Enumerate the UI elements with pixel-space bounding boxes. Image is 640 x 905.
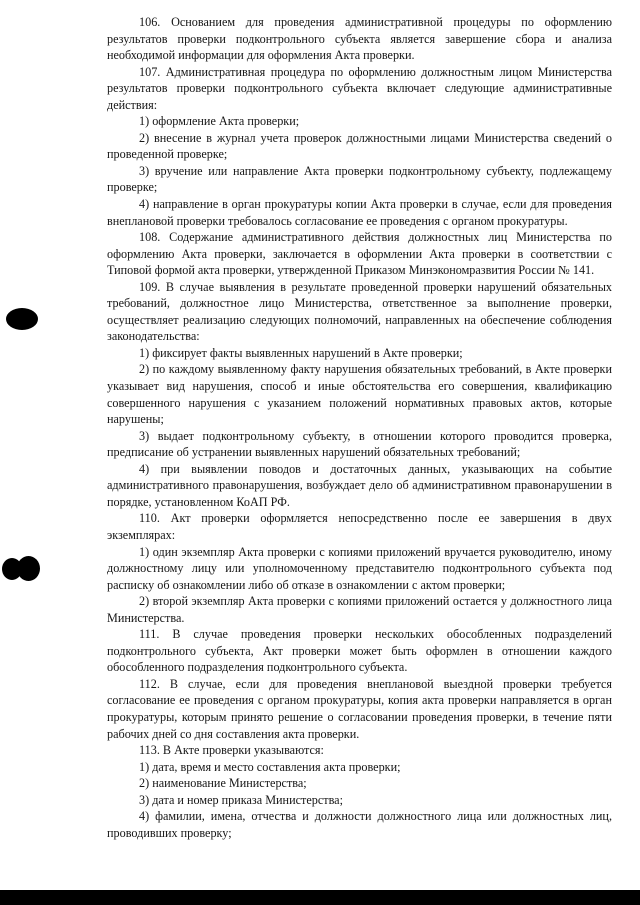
paragraph-108: 108. Содержание административного действия должностных лиц Министерства по оформлению Акта проверки, заключается в оформлении Акта проверки в соответствии с Типовой формой акта проверки, утвержденной Приказом Минэкономразвития России № 141. [107,230,612,278]
punch-hole-mark [17,556,40,581]
paragraph-109-item-2: 2) по каждому выявленному факту нарушения обязательных требований, в Акте проверки указывает вид нарушения, способ и иные обстоятельства его совершения, квалификацию совершенного нарушения с указанием положений нормативных правовых актов, которые нарушены; [107,362,612,427]
paragraph-107-item-4: 4) направление в орган прокуратуры копии Акта проверки в случае, если для проведения внеплановой проверки требовалось согласование ее проведения с органом прокуратуры. [107,197,612,228]
paragraph-113-item-2: 2) наименование Министерства; [139,776,307,791]
paragraph-107: 107. Административная процедура по оформлению должностным лицом Министерства результатов проверки подконтрольного субъекта включает следующие административные действия: [107,64,612,112]
paragraph-107-item-1: 1) оформление Акта проверки; [139,114,300,129]
scan-bottom-edge [0,890,640,905]
paragraph-111: 111. В случае проведения проверки нескольких обособленных подразделений подконтрольного субъекта, Акт проверки может быть оформлен в отношении каждого обособленного подразделения подконтрольного субъекта. [107,627,612,675]
paragraph-109-item-3: 3) выдает подконтрольному субъекту, в отношении которого проводится проверка, предписание об устранении выявленных нарушений обязательных требований; [107,428,612,460]
punch-hole-mark [6,308,38,330]
paragraph-107-item-3: 3) вручение или направление Акта проверки подконтрольному субъекту, подлежащему проверке; [107,163,612,195]
paragraph-113-item-4: 4) фамилии, имена, отчества и должности должностного лица или должностных лиц, проводивших проверку; [107,809,612,840]
document-body [107,14,612,841]
paragraph-110-item-1: 1) один экземпляр Акта проверки с копиями приложений вручается руководителю, иному должностному лицу или уполномоченному представителю подконтрольного субъекта под расписку об ознакомлении либо об отказе в ознакомлении с актом проверки; [107,544,612,592]
paragraph-107-item-2: 2) внесение в журнал учета проверок должностными лицами Министерства сведений о проведенной проверке; [107,130,612,162]
paragraph-112: 112. В случае, если для проведения внеплановой выездной проверки требуется согласование ее проведения с органом прокуратуры, копия акта проверки направляется в орган прокуратуры, которым принято решение о согласовании проведения проверки, в течение пяти рабочих дней со дня составления акта проверки. [107,676,612,741]
paragraph-109-item-4: 4) при выявлении поводов и достаточных данных, указывающих на событие административного правонарушения, возбуждает дело об административном правонарушении в порядке, установленном КоАП РФ. [107,461,612,509]
paragraph-110-item-2: 2) второй экземпляр Акта проверки с копиями приложений остается у должностного лица Министерства. [107,594,612,625]
paragraph-106: 106. Основанием для проведения административной процедуры по оформлению результатов проверки подконтрольного субъекта является завершение сбора и анализа необходимой информации для оформления Акта проверки. [107,15,612,63]
paragraph-113-item-3: 3) дата и номер приказа Министерства; [139,792,343,807]
paragraph-109: 109. В случае выявления в результате проведенной проверки нарушений обязательных требований, должностное лицо Министерства, ответственное за выполнение проверки, осуществляет реализацию следующих полномочий, направленных на обеспечение соблюдения законодательства: [107,279,612,344]
paragraph-113: 113. В Акте проверки указываются: [139,743,324,758]
paragraph-109-item-1: 1) фиксирует факты выявленных нарушений в Акте проверки; [139,345,463,360]
paragraph-113-item-1: 1) дата, время и место составления акта проверки; [139,759,401,774]
paragraph-110: 110. Акт проверки оформляется непосредственно после ее завершения в двух экземплярах: [107,511,612,542]
